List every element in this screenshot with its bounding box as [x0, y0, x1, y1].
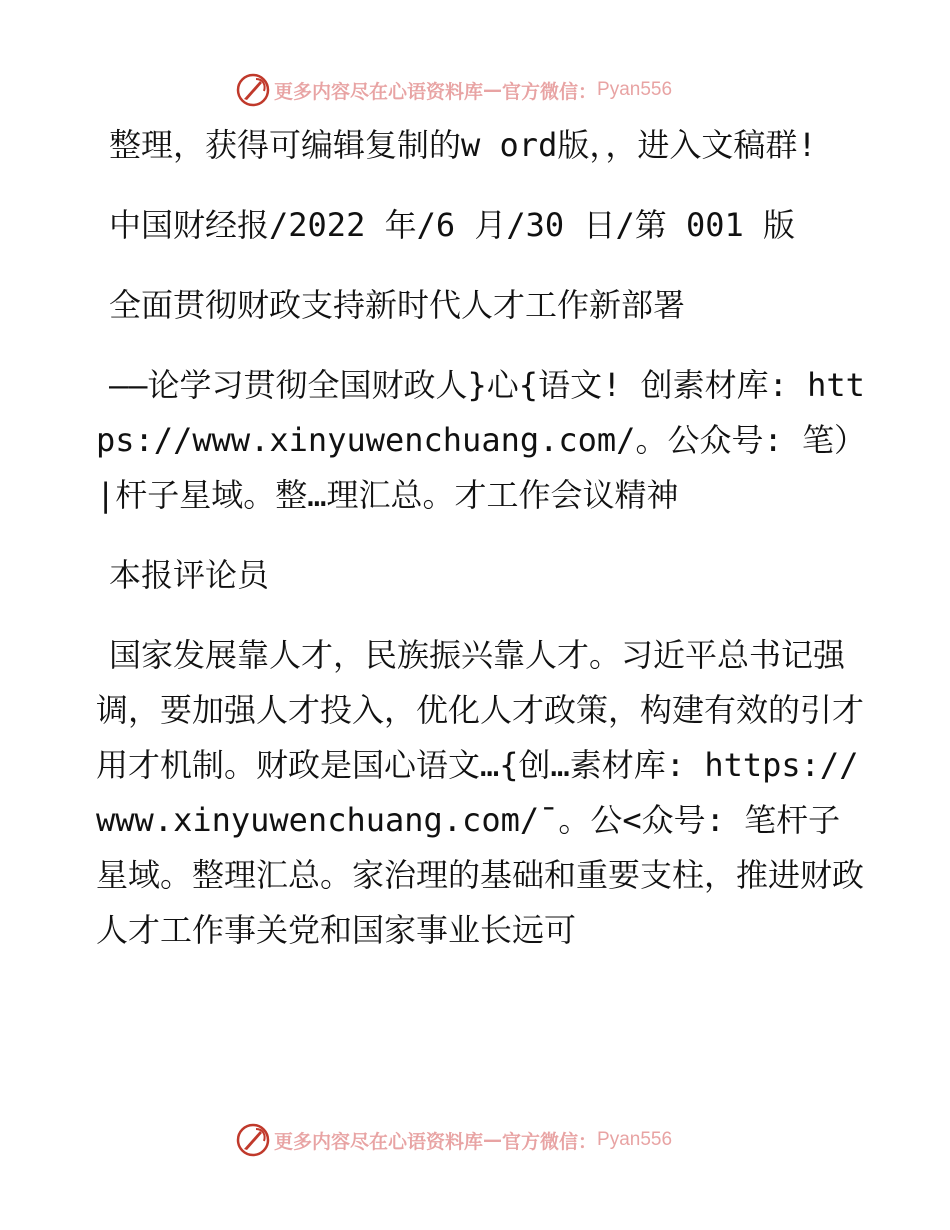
banner-wechat-label: 官方微信：	[502, 80, 598, 103]
header-watermark-banner	[236, 72, 716, 108]
article-byline: 本报评论员	[109, 556, 270, 594]
banner-site-text: 更多内容尽在心语资料库	[274, 80, 484, 103]
footer-watermark-banner	[236, 1122, 716, 1158]
paragraph-body: 国家发展靠人才，民族振兴靠人才。习近平总书记强调，要加强人才投入，优化人才政策，构建有效的引才用才机制。财政是国心语文…{创…素材库: https://www.xinyuwenchuang.com/¯。公<众号: 笔杆子星域。整理汇总。家治理的基础和重要支柱，推进财政人才工作事关党和国家事业长远可	[96, 636, 865, 949]
article-title: 全面贯彻财政支持新时代人才工作新部署	[109, 286, 686, 324]
banner-wechat-id: Pyan556	[597, 79, 673, 100]
quill-logo-icon	[236, 73, 270, 107]
quill-logo-icon	[236, 1123, 270, 1157]
banner-dash: —	[483, 1129, 503, 1151]
banner-site-text: 更多内容尽在心语资料库	[274, 1130, 484, 1153]
document-body	[96, 118, 866, 958]
article-subtitle: ——论学习贯彻全国财政人}心{语文! 创素材库: https://www.xinyuwenchuang.com/。公众号: 笔）|杆子星域。整…理汇总。才工作会议精神	[96, 366, 866, 514]
banner-dash: —	[483, 79, 503, 101]
paragraph-source: 中国财经报/2022 年/6 月/30 日/第 001 版	[109, 206, 796, 244]
paragraph-intro: 整理，获得可编辑复制的w ord版，，进入文稿群!	[109, 126, 817, 164]
banner-wechat-label: 官方微信：	[502, 1130, 598, 1153]
banner-wechat-id: Pyan556	[597, 1129, 673, 1150]
